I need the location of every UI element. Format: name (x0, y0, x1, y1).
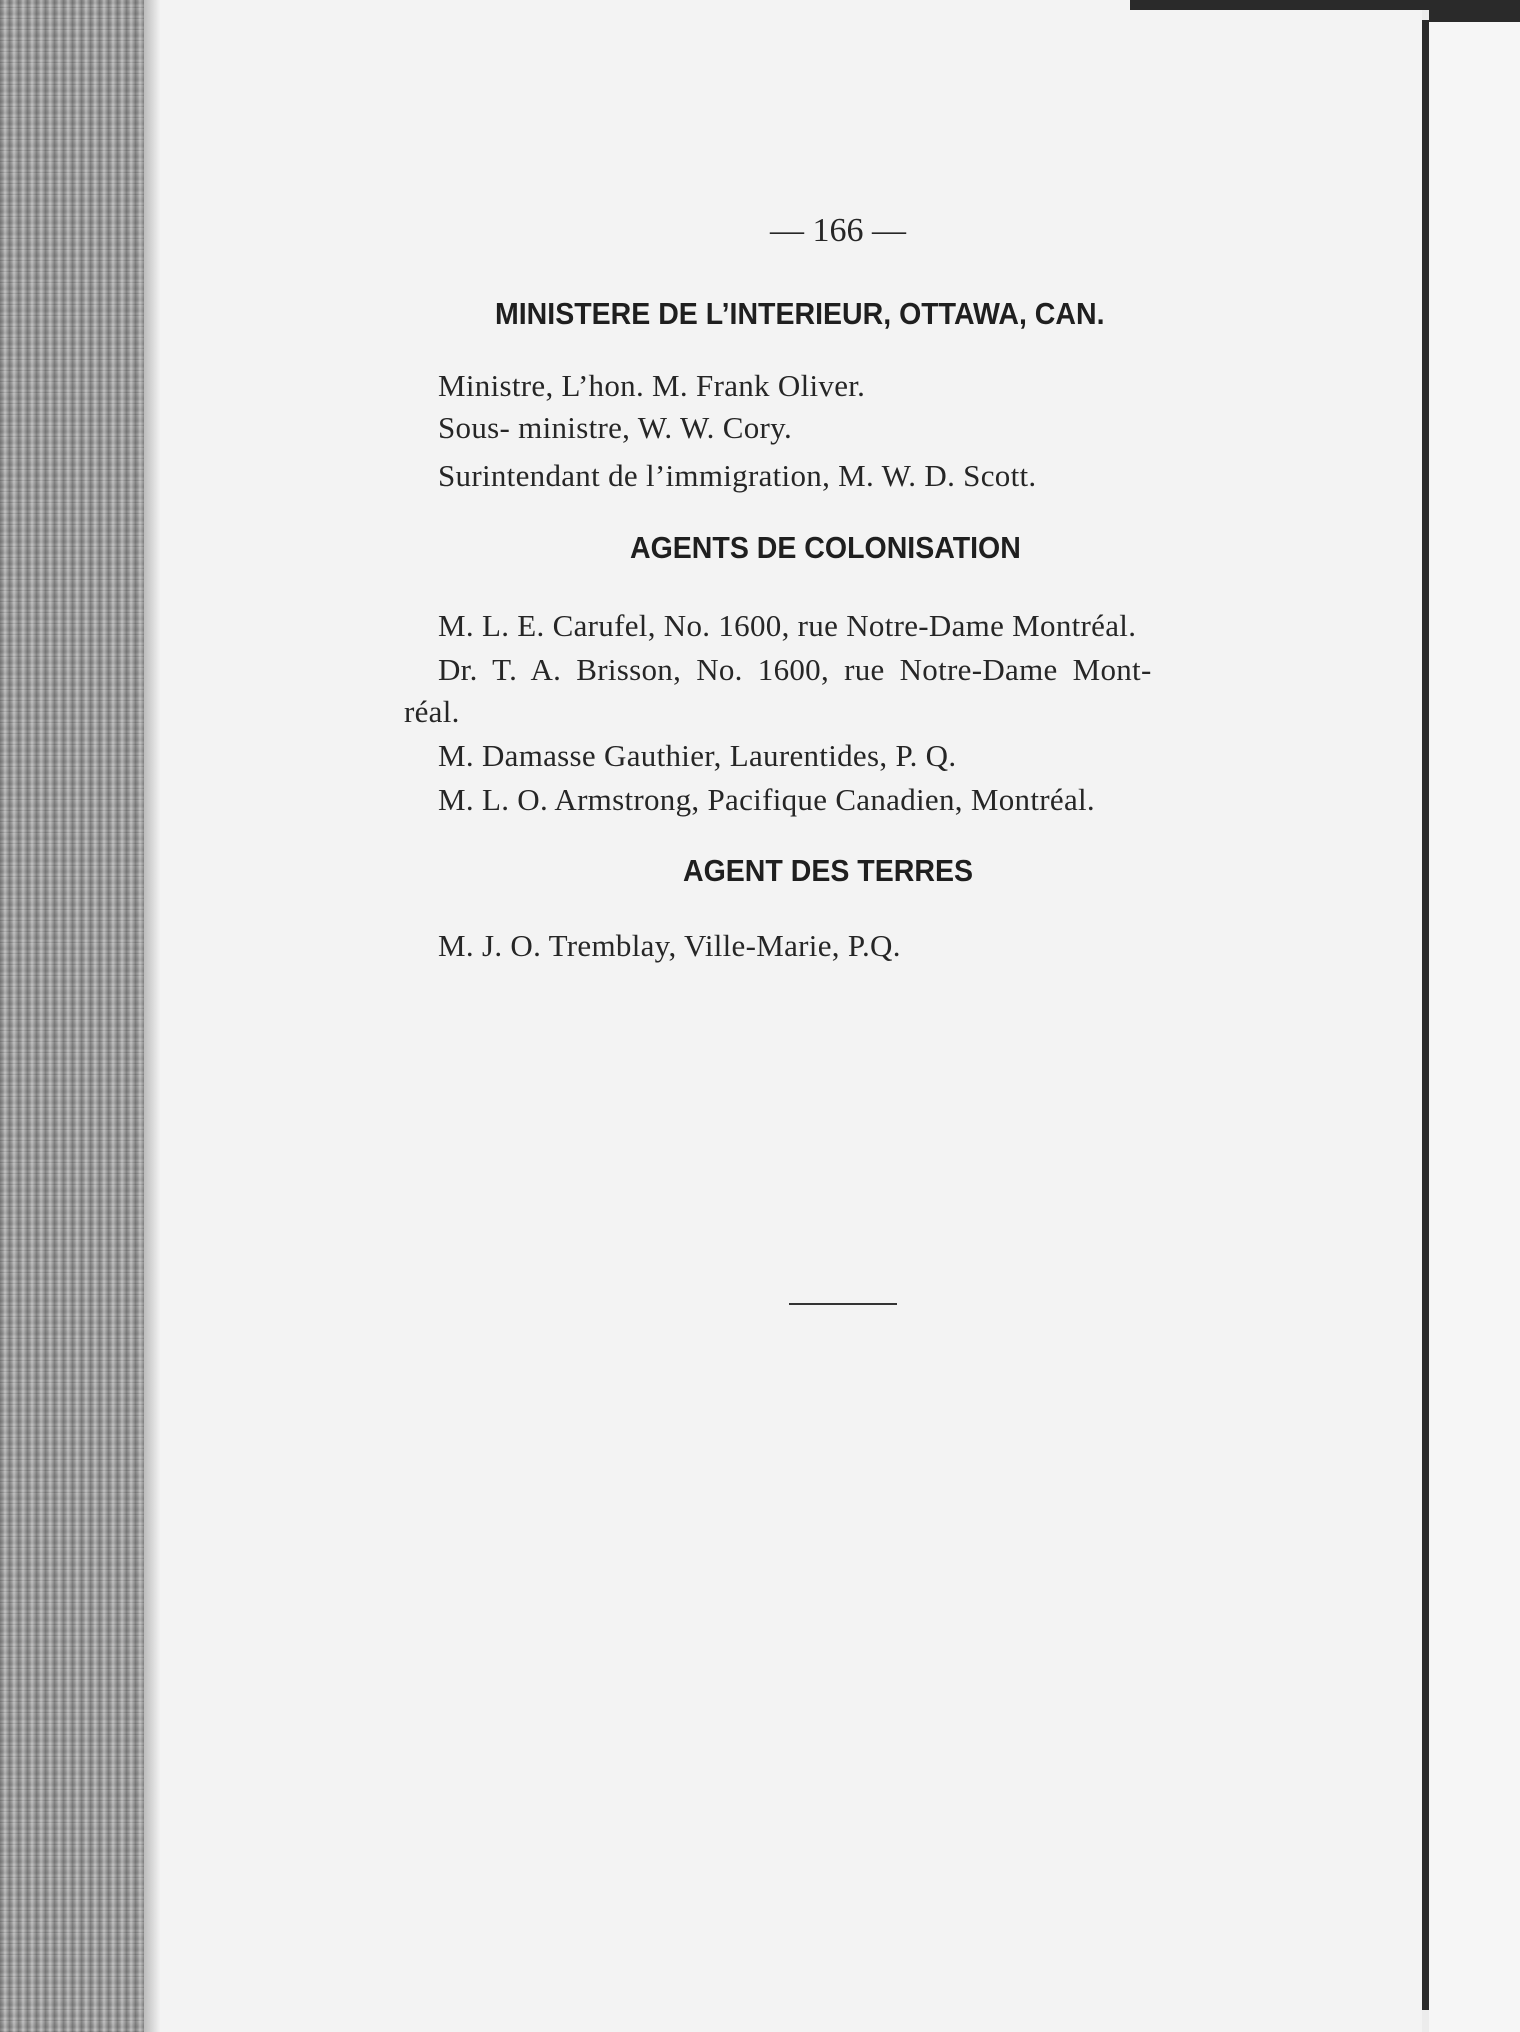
book-binding (0, 0, 160, 2032)
ministere-line: Sous- ministre, W. W. Cory. (438, 410, 793, 445)
heading-agent-terres: AGENT DES TERRES (683, 853, 974, 888)
ministere-line: Ministre, L’hon. M. Frank Oliver. (438, 368, 866, 403)
scan-corner (1429, 0, 1520, 22)
ministere-line: Surintendant de l’immigration, M. W. D. Scott. (438, 458, 1037, 493)
page-top-edge (1130, 0, 1430, 10)
agent-line: M. L. E. Carufel, No. 1600, rue Notre-Dame Montréal. (438, 608, 1137, 643)
end-rule (789, 1303, 897, 1305)
agent-line: Dr. T. A. Brisson, No. 1600, rue Notre-Dame Mont- (438, 652, 1152, 687)
page-right-border (1422, 20, 1429, 2010)
agent-line: M. Damasse Gauthier, Laurentides, P. Q. (438, 738, 957, 773)
agent-line-continuation: réal. (404, 694, 460, 729)
scan-margin-right (1429, 0, 1520, 2032)
heading-ministere: MINISTERE DE L’INTERIEUR, OTTAWA, CAN. (495, 296, 1105, 331)
agent-line: M. L. O. Armstrong, Pacifique Canadien, Montréal. (438, 782, 1095, 817)
terres-line: M. J. O. Tremblay, Ville-Marie, P.Q. (438, 928, 901, 963)
page-number: — 166 — (770, 212, 906, 249)
binding-edge (144, 0, 160, 2032)
heading-agents-colonisation: AGENTS DE COLONISATION (630, 530, 1021, 565)
